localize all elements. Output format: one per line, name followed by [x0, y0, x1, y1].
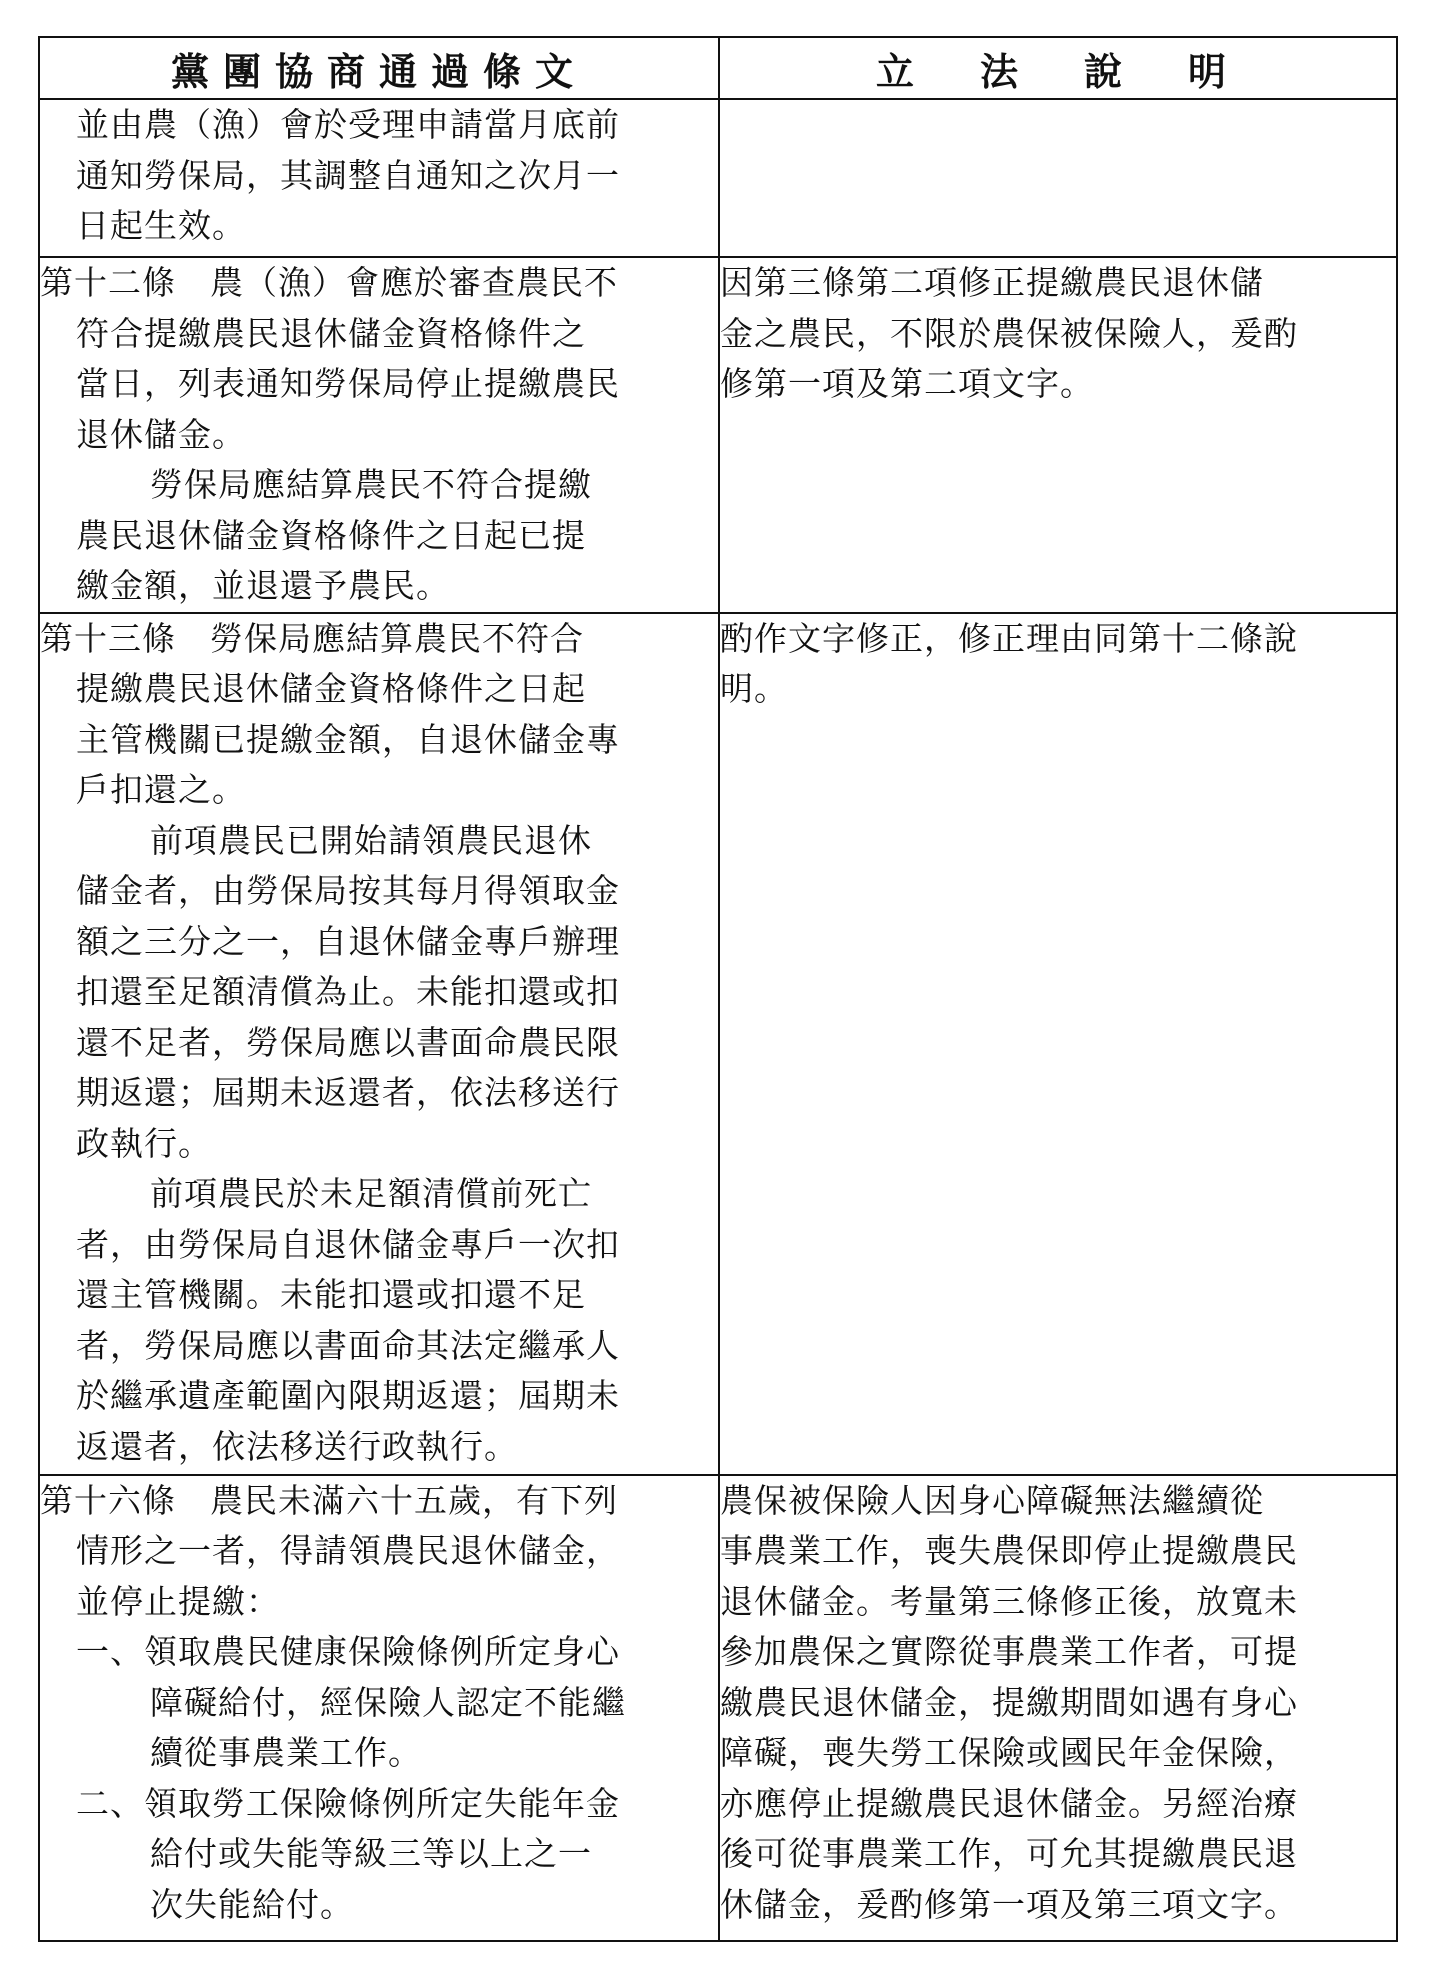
text-line: 額之三分之一，自退休儲金專戶辦理 — [76, 921, 620, 961]
list-item-continuation: 給付或失能等級三等以上之一 — [150, 1834, 592, 1873]
text-line: 日起生效。 — [76, 206, 246, 245]
text-line: 期返還；屆期未返還者，依法移送行 — [76, 1073, 620, 1112]
article-text-cell — [39, 257, 719, 613]
list-item-line: 一、領取農民健康保險條例所定身心 — [76, 1632, 620, 1671]
text-line: 農民退休儲金資格條件之日起已提 — [76, 515, 586, 555]
text-line: 明。 — [720, 669, 788, 708]
text-line: 當日，列表通知勞保局停止提繳農民 — [76, 364, 620, 403]
text-line: 事農業工作，喪失農保即停止提繳農民 — [720, 1531, 1298, 1570]
article-text-cell — [39, 99, 719, 257]
explanation-cell — [719, 99, 1397, 257]
paragraph-start-line: 勞保局應結算農民不符合提繳 — [150, 465, 592, 504]
list-item-continuation: 續從事農業工作。 — [150, 1733, 422, 1772]
article-text-cell — [39, 613, 719, 1475]
text-line: 退休儲金。 — [76, 414, 246, 454]
text-line: 退休儲金。考量第三條修正後，放寬未 — [720, 1581, 1298, 1621]
explanation-cell — [719, 613, 1397, 1475]
text-line: 通知勞保局，其調整自通知之次月一 — [76, 155, 620, 195]
text-line: 返還者，依法移送行政執行。 — [76, 1426, 518, 1466]
text-line: 酌作文字修正，修正理由同第十二條說 — [720, 618, 1298, 658]
text-line: 情形之一者，得請領農民退休儲金， — [76, 1531, 620, 1570]
comparison-table — [38, 36, 1398, 1942]
text-line: 亦應停止提繳農民退休儲金。另經治療 — [720, 1783, 1298, 1823]
list-item-continuation: 障礙給付，經保險人認定不能繼 — [150, 1682, 626, 1722]
text-line: 參加農保之實際從事農業工作者，可提 — [720, 1632, 1298, 1671]
text-line: 因第三條第二項修正提繳農民退休儲 — [720, 263, 1264, 302]
text-line: 繳農民退休儲金，提繳期間如遇有身心 — [720, 1682, 1298, 1722]
text-line: 還不足者，勞保局應以書面命農民限 — [76, 1022, 620, 1062]
table-row — [39, 257, 1397, 613]
text-line: 儲金者，由勞保局按其每月得領取金 — [76, 871, 620, 910]
table-row — [39, 1475, 1397, 1941]
text-line: 並由農（漁）會於受理申請當月底前 — [76, 105, 620, 144]
text-line: 休儲金，爰酌修第一項及第三項文字。 — [720, 1884, 1298, 1924]
paragraph-start-line: 前項農民於未足額清償前死亡 — [150, 1174, 592, 1213]
text-line: 者，勞保局應以書面命其法定繼承人 — [76, 1325, 620, 1365]
text-line: 農保被保險人因身心障礙無法繼續從 — [720, 1480, 1264, 1520]
text-line: 還主管機關。未能扣還或扣還不足 — [76, 1275, 586, 1314]
text-line: 繳金額，並退還予農民。 — [76, 566, 450, 605]
text-line: 提繳農民退休儲金資格條件之日起 — [76, 669, 586, 708]
paragraph-start-line: 前項農民已開始請領農民退休 — [150, 820, 592, 860]
text-line: 障礙，喪失勞工保險或國民年金保險， — [720, 1733, 1298, 1772]
explanation-cell — [719, 1475, 1397, 1941]
text-line: 者，由勞保局自退休儲金專戶一次扣 — [76, 1224, 620, 1264]
text-line: 戶扣還之。 — [76, 770, 246, 809]
header-passed-text: 黨團協商通過條文 — [39, 37, 719, 99]
text-line: 修第一項及第二項文字。 — [720, 364, 1094, 403]
text-line: 主管機關已提繳金額，自退休儲金專 — [76, 719, 620, 759]
header-legislative-explanation: 立 法 說 明 — [719, 37, 1397, 99]
text-line: 金之農民，不限於農保被保險人，爰酌 — [720, 313, 1298, 353]
list-item-continuation: 次失能給付。 — [150, 1884, 354, 1924]
table-row — [39, 99, 1397, 257]
table-row — [39, 613, 1397, 1475]
text-line: 並停止提繳： — [76, 1581, 280, 1621]
text-line: 後可從事農業工作，可允其提繳農民退 — [720, 1834, 1298, 1873]
explanation-cell — [719, 257, 1397, 613]
article-text-cell — [39, 1475, 719, 1941]
list-item-line: 二、領取勞工保險條例所定失能年金 — [76, 1783, 620, 1823]
table-header-row — [39, 37, 1397, 99]
text-line: 於繼承遺產範圍內限期返還；屆期未 — [76, 1376, 620, 1415]
text-line: 扣還至足額清償為止。未能扣還或扣 — [76, 972, 620, 1011]
article-heading-line: 第十二條 農（漁）會應於審查農民不 — [40, 263, 618, 302]
article-heading-line: 第十三條 勞保局應結算農民不符合 — [40, 618, 584, 658]
article-heading-line: 第十六條 農民未滿六十五歲，有下列 — [40, 1480, 618, 1520]
text-line: 政執行。 — [76, 1123, 212, 1163]
text-line: 符合提繳農民退休儲金資格條件之 — [76, 313, 586, 353]
